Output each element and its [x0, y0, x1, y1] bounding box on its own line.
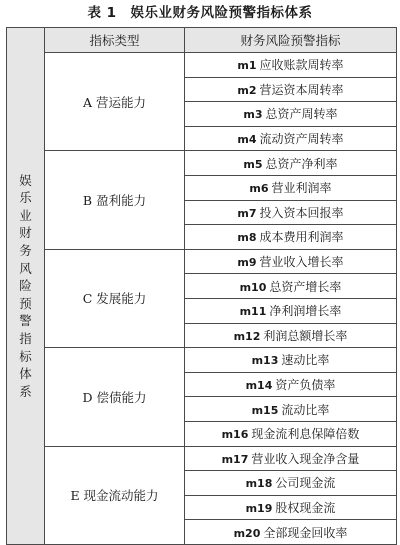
indicator-name: 现金流利息保障倍数 [251, 427, 360, 442]
indicator-cell [185, 348, 397, 373]
indicator-code: m6 [249, 182, 269, 196]
indicator-cell [185, 471, 397, 496]
table-title: 娱乐业财务风险预警指标体系 [130, 5, 313, 21]
indicator-code: m18 [245, 477, 273, 491]
table-row [7, 151, 397, 176]
indicator-code: m20 [233, 526, 261, 540]
header-indicator: 财务风险预警指标 [185, 28, 397, 53]
indicator-name: 公司现金流 [275, 476, 336, 491]
indicator-code: m3 [243, 108, 263, 122]
indicator-cell [185, 102, 397, 127]
indicator-code: m19 [245, 501, 273, 515]
header-row [7, 28, 397, 53]
category-cell: D 偿债能力 [45, 348, 185, 446]
indicator-code: m2 [237, 83, 257, 97]
table-row [7, 249, 397, 274]
indicator-cell [185, 225, 397, 250]
indicator-name: 应收账款周转率 [259, 58, 344, 73]
indicator-table [6, 27, 397, 545]
indicator-code: m9 [237, 256, 257, 270]
category-cell: C 发展能力 [45, 249, 185, 347]
indicator-cell [185, 200, 397, 225]
table-row [7, 348, 397, 373]
indicator-code: m8 [237, 231, 257, 245]
indicator-name: 流动比率 [281, 402, 330, 417]
category-cell: A 营运能力 [45, 53, 185, 151]
indicator-cell [185, 520, 397, 545]
indicator-code: m14 [245, 379, 273, 393]
indicator-cell [185, 151, 397, 176]
indicator-cell [185, 446, 397, 471]
table-number: 表 1 [87, 5, 117, 21]
indicator-cell [185, 274, 397, 299]
indicator-code: m7 [237, 206, 257, 220]
system-label: 娱乐业财务风险预警指标体系 [19, 172, 32, 399]
indicator-cell [185, 126, 397, 151]
table-caption [0, 0, 400, 26]
indicator-name: 总资产周转率 [265, 107, 338, 122]
indicator-name: 营运资本周转率 [259, 82, 344, 97]
indicator-code: m13 [251, 354, 279, 368]
indicator-cell [185, 53, 397, 78]
indicator-name: 利润总额增长率 [263, 328, 348, 343]
header-category: 指标类型 [45, 28, 185, 53]
indicator-code: m11 [239, 305, 267, 319]
indicator-cell [185, 372, 397, 397]
indicator-code: m16 [221, 428, 249, 442]
indicator-name: 速动比率 [281, 353, 330, 368]
indicator-cell [185, 175, 397, 200]
indicator-cell [185, 323, 397, 348]
indicator-cell [185, 421, 397, 446]
indicator-name: 总资产净利率 [265, 156, 338, 171]
indicator-code: m5 [243, 157, 263, 171]
indicator-name: 营业收入增长率 [259, 255, 344, 270]
indicator-name: 营业利润率 [271, 181, 332, 196]
indicator-name: 资产负债率 [275, 378, 336, 393]
indicator-code: m15 [251, 403, 279, 417]
category-cell: E 现金流动能力 [45, 446, 185, 544]
system-label-cell [7, 28, 45, 545]
category-cell: B 盈利能力 [45, 151, 185, 249]
indicator-code: m1 [237, 59, 257, 73]
indicator-cell [185, 495, 397, 520]
indicator-cell [185, 249, 397, 274]
indicator-name: 净利润增长率 [269, 304, 342, 319]
indicator-cell [185, 77, 397, 102]
indicator-code: m10 [239, 280, 267, 294]
indicator-code: m4 [237, 133, 257, 147]
table-row [7, 446, 397, 471]
indicator-name: 流动资产周转率 [259, 132, 344, 147]
indicator-code: m17 [221, 452, 249, 466]
indicator-cell [185, 298, 397, 323]
indicator-name: 全部现金回收率 [263, 525, 348, 540]
indicator-cell [185, 397, 397, 422]
indicator-name: 股权现金流 [275, 500, 336, 515]
indicator-code: m12 [233, 329, 261, 343]
indicator-name: 营业收入现金净含量 [251, 451, 360, 466]
indicator-name: 总资产增长率 [269, 279, 342, 294]
indicator-name: 成本费用利润率 [259, 230, 344, 245]
table-row [7, 53, 397, 78]
indicator-name: 投入资本回报率 [259, 205, 344, 220]
